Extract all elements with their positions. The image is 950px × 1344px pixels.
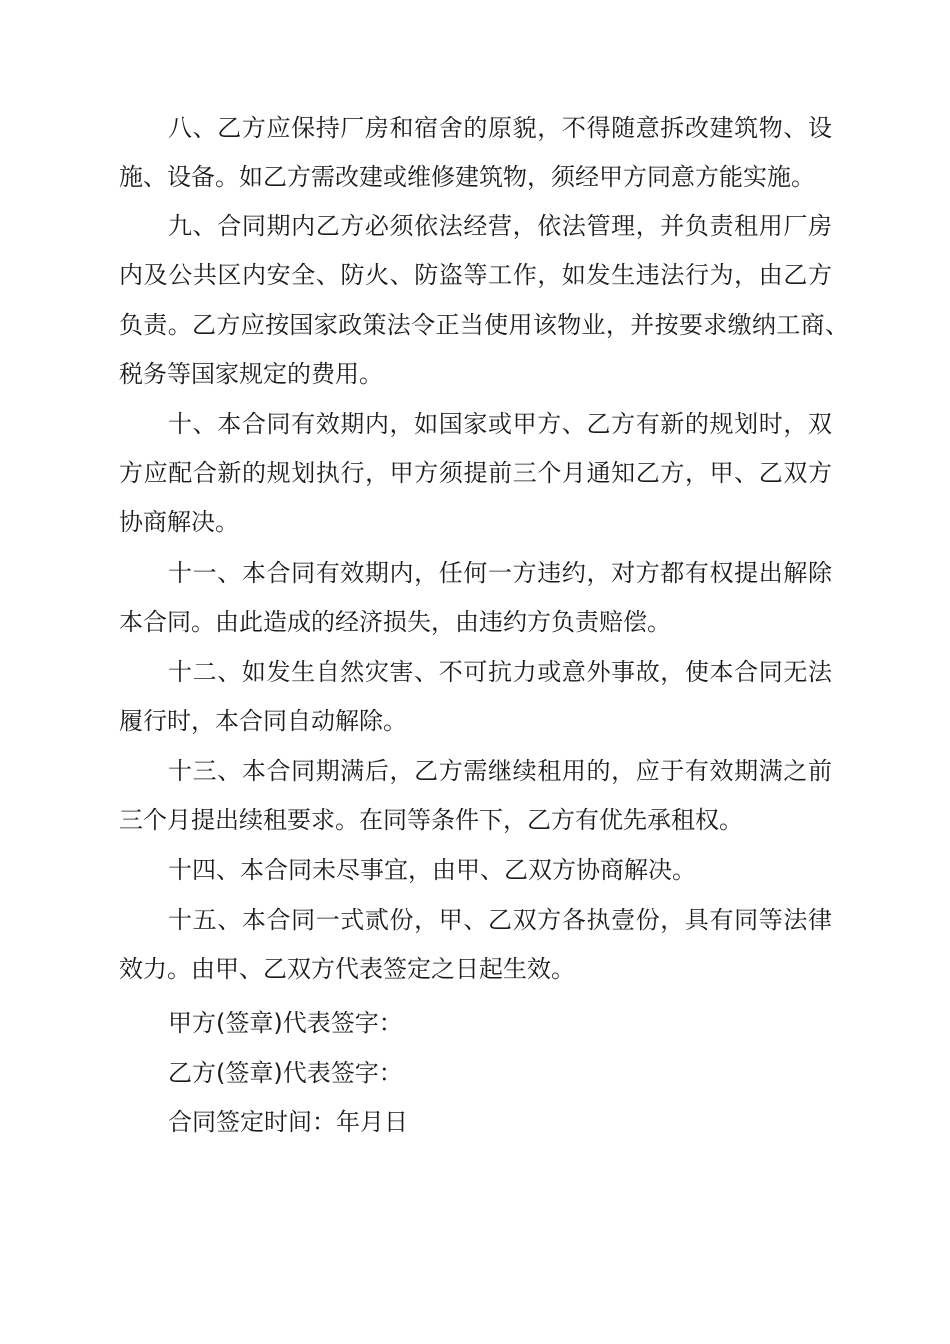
clause-12-line-2: 履行时，本合同自动解除。	[119, 707, 407, 735]
clause-14-line-1: 十四、本合同未尽事宜，由甲、乙双方协商解决。	[168, 856, 696, 884]
clause-10-line-3: 协商解决。	[119, 508, 239, 536]
clause-9-line-4: 税务等国家规定的费用。	[119, 360, 383, 388]
party-a-signature-label: 甲方(签章)代表签字：	[168, 1009, 403, 1037]
clause-10-line-1: 十、本合同有效期内，如国家或甲方、乙方有新的规划时，双	[168, 410, 832, 438]
clause-10-line-2: 方应配合新的规划执行，甲方须提前三个月通知乙方，甲、乙双方	[119, 459, 832, 487]
clause-11-line-2: 本合同。由此造成的经济损失，由违约方负责赔偿。	[119, 608, 671, 636]
clause-9-line-1: 九、合同期内乙方必须依法经营，依法管理，并负责租用厂房	[168, 212, 832, 240]
party-b-signature-label: 乙方(签章)代表签字：	[168, 1059, 403, 1087]
clause-13-line-1: 十三、本合同期满后，乙方需继续租用的，应于有效期满之前	[168, 757, 832, 785]
clause-8-line-1: 八、乙方应保持厂房和宿舍的原貌，不得随意拆改建筑物、设	[168, 114, 832, 142]
contract-date-label: 合同签定时间：年月日	[168, 1108, 408, 1136]
clause-15-line-1: 十五、本合同一式贰份，甲、乙双方各执壹份，具有同等法律	[168, 906, 832, 934]
clause-12-line-1: 十二、如发生自然灾害、不可抗力或意外事故，使本合同无法	[168, 658, 832, 686]
clause-13-line-2: 三个月提出续租要求。在同等条件下，乙方有优先承租权。	[119, 806, 743, 834]
clause-8-line-2: 施、设备。如乙方需改建或维修建筑物，须经甲方同意方能实施。	[119, 163, 815, 191]
clause-9-line-2: 内及公共区内安全、防火、防盗等工作，如发生违法行为，由乙方	[119, 261, 832, 289]
clause-15-line-2: 效力。由甲、乙双方代表签定之日起生效。	[119, 955, 575, 983]
clause-9-line-3: 负责。乙方应按国家政策法令正当使用该物业，并按要求缴纳工商、	[119, 311, 849, 339]
clause-11-line-1: 十一、本合同有效期内，任何一方违约，对方都有权提出解除	[168, 559, 832, 587]
